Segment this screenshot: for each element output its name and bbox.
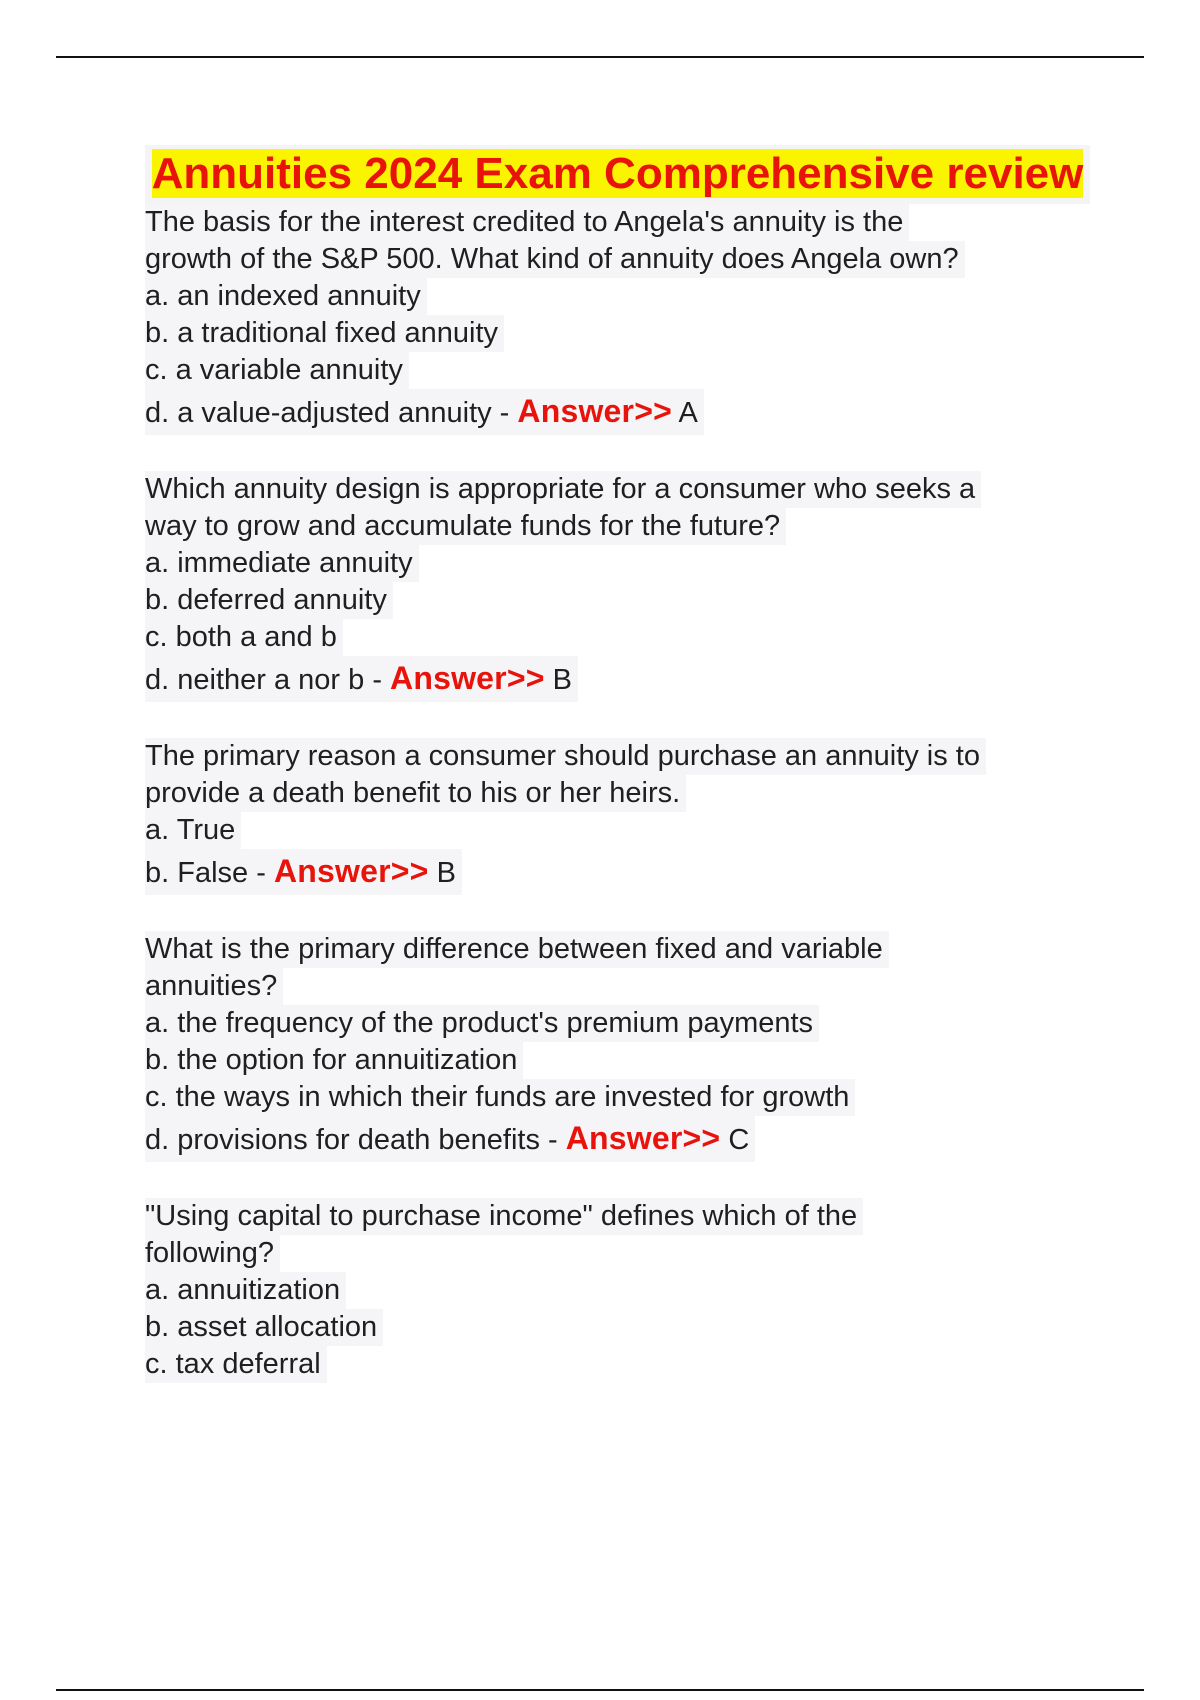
question-block [145,471,1090,702]
question-list [145,204,1090,1383]
option-row [145,545,1090,582]
answer-option: c. both a and b [145,619,343,656]
question-stem-line: annuities? [145,968,283,1005]
answer-option: a. immediate annuity [145,545,419,582]
question-stem-line: Which annuity design is appropriate for a consumer who seeks a [145,471,981,508]
final-option-row [145,1116,1090,1162]
option-row [145,1079,1090,1116]
question-stem-line: What is the primary difference between fixed and variable [145,931,889,968]
option-row [145,582,1090,619]
final-option-row [145,656,1090,702]
answer-option: d. a value-adjusted annuity - [145,397,518,429]
question-stem-row [145,1198,1090,1235]
question-block [145,931,1090,1162]
question-stem-line: The primary reason a consumer should purchase an annuity is to [145,738,986,775]
option-row [145,352,1090,389]
question-stem-line: growth of the S&P 500. What kind of annuity does Angela own? [145,241,965,278]
option-row [145,619,1090,656]
title-block [145,145,1090,204]
answer-option: b. deferred annuity [145,582,393,619]
question-stem-row [145,968,1090,1005]
answer-label: Answer>> [390,660,545,696]
answer-label: Answer>> [273,853,429,889]
question-block [145,1198,1090,1383]
question-stem-line: The basis for the interest credited to Angela's annuity is the [145,204,909,241]
correct-answer: A [678,397,698,429]
option-row [145,1346,1090,1383]
question-stem-row [145,1235,1090,1272]
answer-option: b. a traditional fixed annuity [145,315,504,352]
question-stem-row [145,931,1090,968]
option-row [145,278,1090,315]
question-stem-line: following? [145,1235,280,1272]
answer-option: b. the option for annuitization [145,1042,523,1079]
answer-option: c. a variable annuity [145,352,409,389]
document-title: Annuities 2024 Exam Comprehensive review [151,149,1084,198]
final-option-with-answer [145,1116,755,1162]
question-stem-row [145,738,1090,775]
correct-answer: B [436,857,456,889]
answer-option: a. annuitization [145,1272,346,1309]
answer-label: Answer>> [517,393,672,429]
final-option-with-answer [145,389,704,435]
answer-option: d. neither a nor b - [145,664,391,696]
question-stem-line: "Using capital to purchase income" defines which of the [145,1198,863,1235]
final-option-row [145,389,1090,435]
correct-answer: C [728,1124,750,1156]
final-option-with-answer [145,849,462,895]
question-stem-line: provide a death benefit to his or her heirs. [145,775,686,812]
question-stem-row [145,508,1090,545]
question-stem-row [145,241,1090,278]
question-stem-row [145,204,1090,241]
answer-option: a. an indexed annuity [145,278,427,315]
document-body [145,145,1090,1419]
question-block [145,204,1090,435]
answer-option: c. tax deferral [145,1346,327,1383]
question-block [145,738,1090,895]
option-row [145,1309,1090,1346]
answer-option: b. False - [145,857,274,889]
option-row [145,315,1090,352]
header-rule [56,56,1144,58]
question-stem-line: way to grow and accumulate funds for the future? [145,508,786,545]
answer-label: Answer>> [565,1120,721,1156]
option-row [145,1005,1090,1042]
answer-option: a. True [145,812,241,849]
correct-answer: B [552,664,573,696]
option-row [145,1272,1090,1309]
option-row [145,812,1090,849]
footer-rule [56,1689,1144,1691]
question-stem-row [145,471,1090,508]
final-option-row [145,849,1090,895]
answer-option: b. asset allocation [145,1309,383,1346]
final-option-with-answer [145,656,578,702]
option-row [145,1042,1090,1079]
answer-option: a. the frequency of the product's premium payments [145,1005,819,1042]
answer-option: d. provisions for death benefits - [145,1124,566,1156]
answer-option: c. the ways in which their funds are invested for growth [145,1079,855,1116]
question-stem-row [145,775,1090,812]
